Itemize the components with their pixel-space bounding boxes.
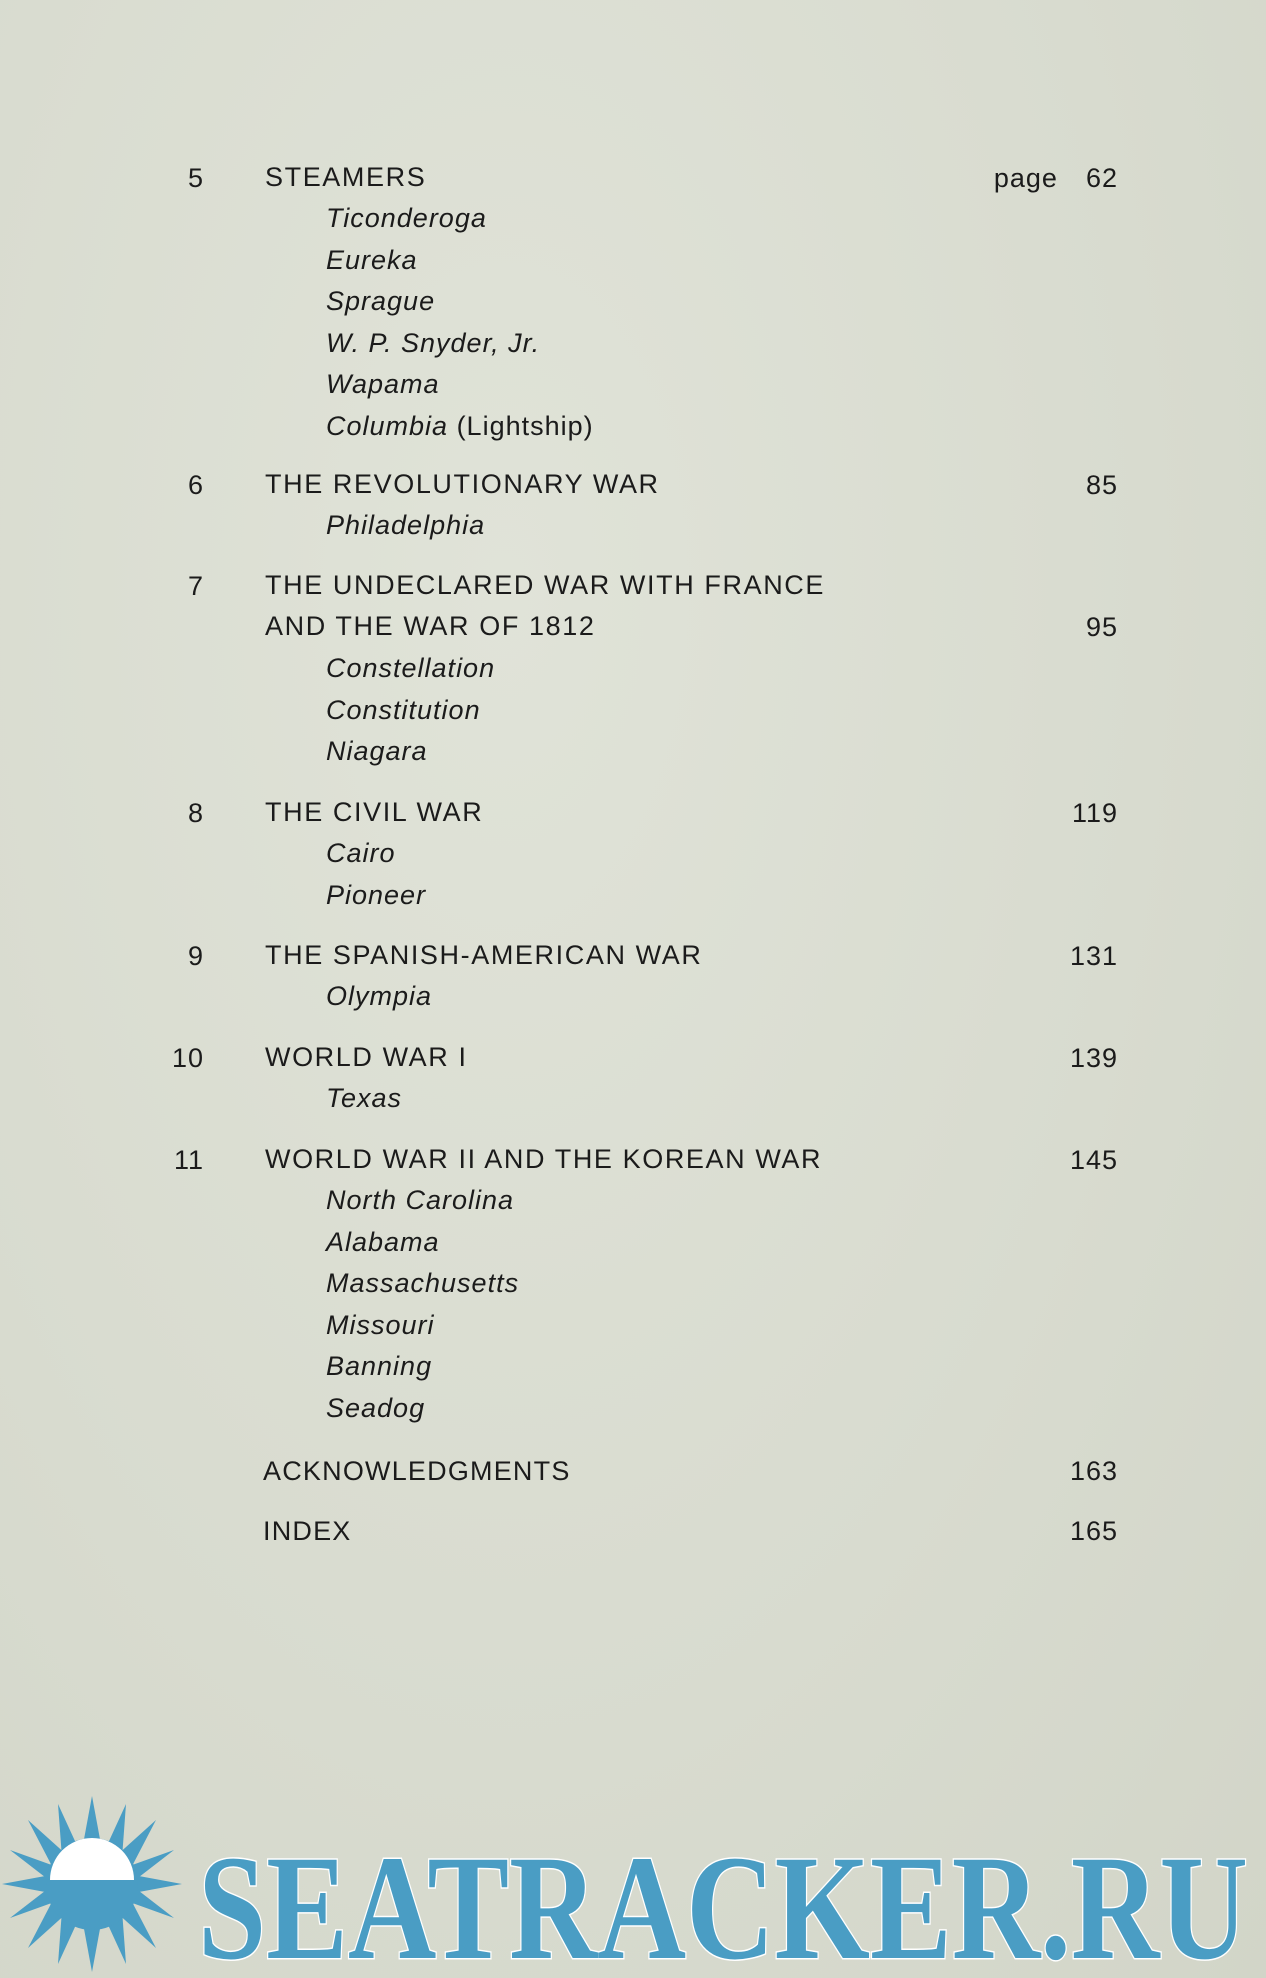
ship-item: Missouri: [326, 1309, 435, 1340]
ship-item: Niagara: [326, 736, 428, 766]
chapter-number: 10: [171, 1043, 204, 1073]
ship-item: Texas: [326, 1083, 403, 1113]
chapter-title: THE SPANISH-AMERICAN WAR: [265, 940, 703, 970]
ship-list: [326, 976, 432, 1018]
ship-list: [326, 833, 426, 916]
entry-title: ACKNOWLEDGMENTS: [263, 1456, 571, 1486]
chapter-title: THE CIVIL WAR: [265, 797, 484, 827]
sun-icon: [2, 1796, 182, 1972]
ship-item: Massachusetts: [326, 1268, 520, 1298]
chapter-number: 6: [187, 470, 204, 500]
chapter-number: 5: [187, 163, 204, 193]
page-word: page: [993, 163, 1058, 193]
chapter-title-line: THE UNDECLARED WAR WITH FRANCE: [265, 570, 826, 600]
page-number: 119: [1071, 798, 1118, 828]
chapter-title-line: AND THE WAR OF 1812: [265, 611, 596, 641]
ship-item: Sprague: [326, 286, 436, 316]
chapter-title: WORLD WAR I: [265, 1042, 468, 1072]
chapter-number: 8: [187, 798, 204, 828]
ship-item: Ticonderoga: [326, 203, 487, 233]
chapter-title: STEAMERS: [265, 162, 427, 192]
page-number: 163: [1069, 1456, 1118, 1486]
ship-item: Cairo: [326, 838, 396, 868]
chapter-page: [994, 157, 1118, 199]
page-number: 85: [1085, 470, 1118, 500]
chapter-title: [265, 565, 825, 647]
watermark-text: SEATRACKER.RU: [198, 1825, 1248, 1978]
ship-item: Olympia: [326, 981, 433, 1011]
ship-note: (Lightship): [448, 410, 594, 441]
page-number: 62: [1085, 163, 1118, 193]
chapter-number: 9: [187, 941, 204, 971]
chapter-title: THE REVOLUTIONARY WAR: [265, 469, 660, 499]
page-number: 95: [1085, 612, 1118, 642]
watermark-logo: [0, 1790, 1266, 1978]
page-number: 165: [1069, 1516, 1118, 1546]
ship-item: Seadog: [326, 1392, 426, 1423]
ship-item: Philadelphia: [326, 510, 486, 540]
ship-item: W. P. Snyder, Jr.: [326, 327, 541, 358]
ship-list: [326, 648, 495, 773]
ship-item: Eureka: [326, 244, 418, 275]
ship-item: [326, 406, 594, 448]
page-number: 145: [1069, 1145, 1118, 1175]
entry-title: INDEX: [263, 1516, 352, 1546]
ship-item: Alabama: [326, 1226, 440, 1257]
chapter-number: 7: [187, 571, 204, 601]
ship-list: [326, 198, 594, 447]
ship-item: Banning: [326, 1351, 433, 1381]
ship-list: [326, 1078, 402, 1120]
ship-item: Constitution: [326, 694, 481, 725]
page-number: 131: [1069, 941, 1118, 971]
ship-item: Constellation: [326, 653, 496, 683]
ship-list: [326, 1180, 519, 1429]
ship-item: Wapama: [326, 369, 440, 399]
ship-item: Pioneer: [326, 879, 427, 910]
ship-item: North Carolina: [326, 1185, 515, 1215]
page-number: 139: [1069, 1043, 1118, 1073]
ship-name: Columbia: [326, 410, 449, 441]
chapter-number: 11: [173, 1145, 204, 1175]
ship-list: [326, 505, 485, 547]
chapter-title: WORLD WAR II AND THE KOREAN WAR: [265, 1144, 823, 1174]
